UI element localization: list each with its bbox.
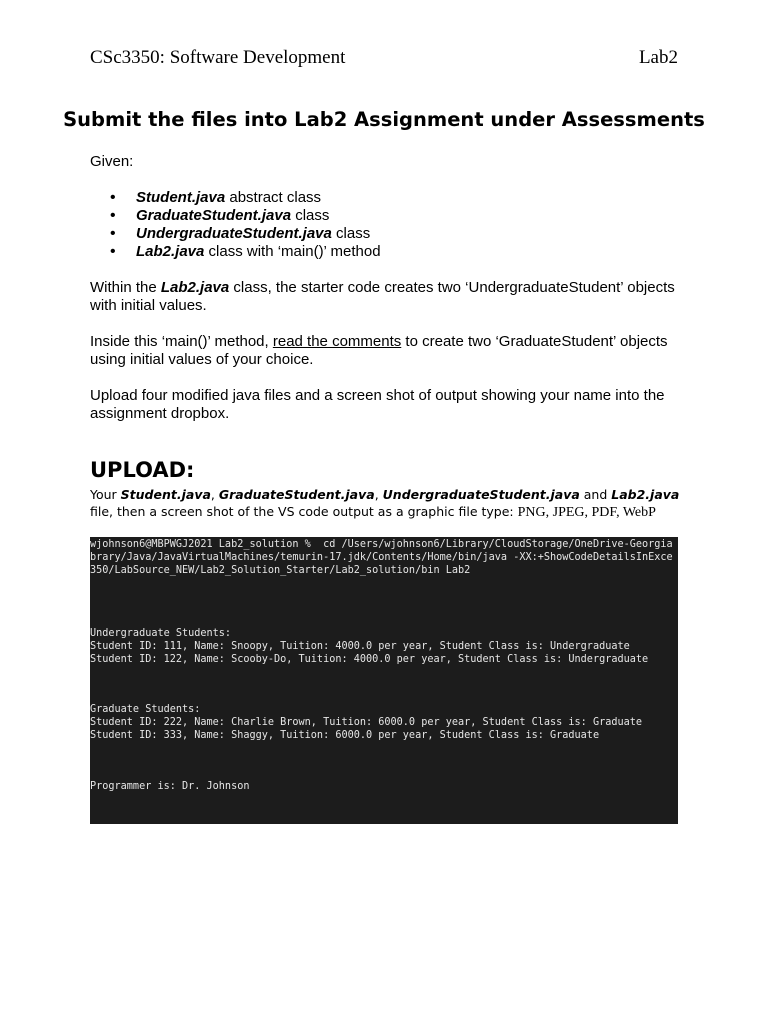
paragraph-starter-code [90,279,680,315]
terminal-output-screenshot [90,537,678,824]
course-title: CSc3350: Software Development [90,47,346,68]
terminal-line: Graduate Students: [90,704,201,715]
file-types: PNG, JPEG, PDF, WebP [517,505,656,520]
list-item [90,207,381,225]
lab-label: Lab2 [638,47,678,68]
file-list [90,189,381,261]
paragraph-text: Within the [90,279,161,296]
file-name: GraduateStudent.java [136,207,292,224]
terminal-line: Student ID: 111, Name: Snoopy, Tuition: 4000.0 per year, Student Class is: Undergraduate [90,641,630,652]
read-comments-emphasis: read the comments [272,333,402,350]
file-description: class with ‘main()’ method [204,243,381,260]
bullet-icon: • [110,207,116,224]
file-name: Lab2.java [160,279,230,296]
file-name: Student.java [120,487,211,502]
paragraph-text: Inside this ‘main()’ method, [90,333,273,350]
paragraph-upload-info: Upload four modified java files and a screen shot of output showing your name into the assignment dropbox. [90,387,665,422]
terminal-line: Student ID: 222, Name: Charlie Brown, Tuition: 6000.0 per year, Student Class is: Graduate [90,717,643,728]
upload-text: , [374,487,383,502]
terminal-line: 350/LabSource_NEW/Lab2_Solution_Starter/Lab2_solution/bin Lab2 [90,565,471,576]
file-description: class [291,207,330,224]
terminal-line: Student ID: 122, Name: Scooby-Do, Tuition: 4000.0 per year, Student Class is: Undergraduate [90,654,649,665]
upload-text: and [579,487,612,502]
file-name: Student.java [136,189,226,206]
file-name: Lab2.java [611,487,680,502]
upload-description [90,486,680,521]
terminal-line: Programmer is: Dr. Johnson [90,781,250,792]
upload-text: file, then a screen shot of the VS code output as a graphic file type: [90,504,518,519]
paragraph-instructions [90,333,680,369]
file-description: abstract class [225,189,322,206]
list-item [90,243,381,261]
given-label: Given: [90,153,134,170]
bullet-icon: • [110,225,116,242]
upload-text: , [210,487,219,502]
file-name: UndergraduateStudent.java [136,225,332,242]
upload-heading: UPLOAD: [90,458,195,482]
page-header [90,47,678,71]
file-name: Lab2.java [136,243,205,260]
terminal-line: Student ID: 333, Name: Shaggy, Tuition: 6000.0 per year, Student Class is: Graduate [90,730,600,741]
paragraph-text: class, the starter code creates two ‘UndergraduateStudent’ objects with initial values. [90,279,675,314]
upload-text: Your [90,487,121,502]
file-name: GraduateStudent.java [218,487,375,502]
terminal-line: Undergraduate Students: [90,628,232,639]
terminal-line: brary/Java/JavaVirtualMachines/temurin-17.jdk/Contents/Home/bin/java -XX:+ShowCodeDetailsInExce [90,552,673,563]
terminal-line: wjohnson6@MBPWGJ2021 Lab2_solution % cd /Users/wjohnson6/Library/CloudStorage/OneDrive-Georgia [90,539,673,550]
paragraph-text: to create two ‘GraduateStudent’ objects using initial values of your choice. [90,333,668,368]
list-item [90,189,381,207]
file-description: class [331,225,371,242]
file-name: UndergraduateStudent.java [382,487,580,502]
page-title: Submit the files into Lab2 Assignment under Assessments [63,108,705,131]
bullet-icon: • [110,243,116,260]
bullet-icon: • [110,189,116,206]
list-item [90,225,381,243]
